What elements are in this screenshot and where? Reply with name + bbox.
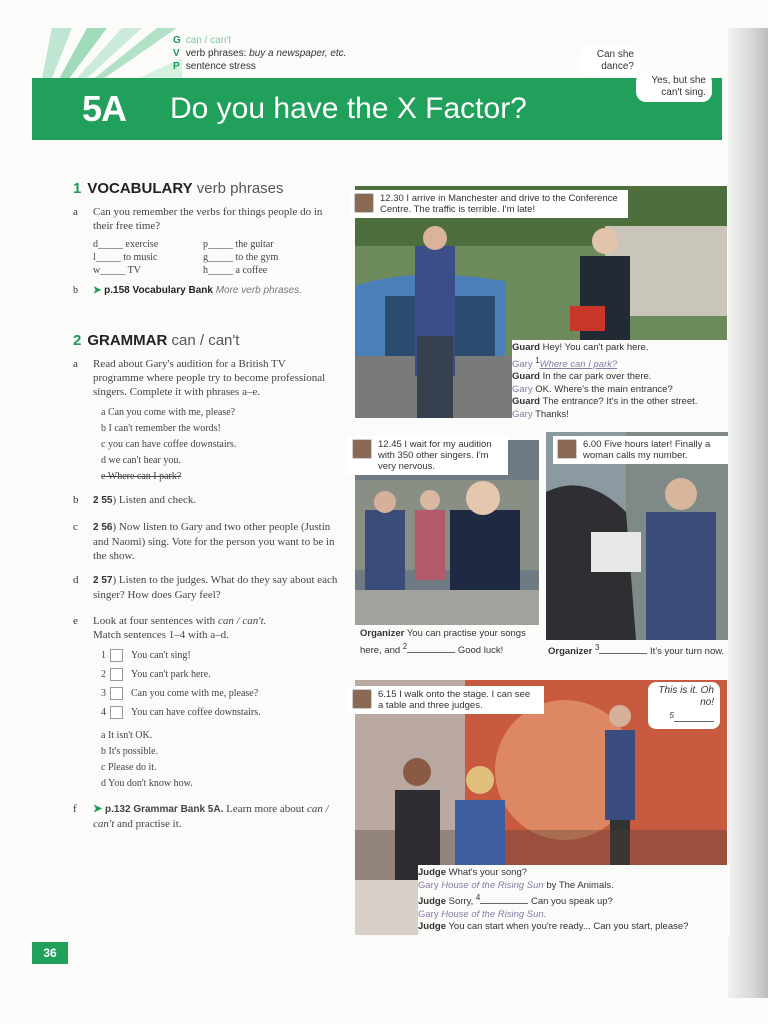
dialog-number-called: Organizer $^3$ It's your turn now. — [548, 642, 728, 659]
arrow-icon: ➤ — [93, 803, 103, 815]
dialog-waiting-room: Organizer You can practise your songs here, and $^2$ Good luck! — [360, 628, 526, 656]
gap-item[interactable]: w_____ TV — [93, 265, 141, 276]
match-row: 2 You can't park here. — [101, 669, 211, 680]
speech-bubble-answer: Yes, but she can't sing. — [636, 72, 712, 102]
match-row: 1 You can't sing! — [101, 650, 191, 661]
caption-615: 6.15 I walk onto the stage. I can see a table and three judges. — [348, 686, 544, 714]
answer-blank[interactable] — [480, 903, 528, 904]
answer-blank[interactable] — [599, 653, 647, 654]
vocabulary-bank-link[interactable]: p.158 Vocabulary Bank — [104, 285, 213, 296]
grammar-bank-link[interactable]: p.132 Grammar Bank 5A. — [104, 804, 224, 815]
exercise-1b: b ➤ p.158 Vocabulary Bank More verb phrases. — [73, 285, 302, 296]
audio-track-button[interactable]: 2 55 — [93, 495, 113, 506]
exercise-2e: e Look at four sentences with can / can't. Match sentences 1–4 with a–d. — [73, 615, 267, 641]
exercise-2b: b 2 55) Listen and check. — [73, 494, 197, 506]
answer-blank[interactable] — [674, 721, 714, 722]
gary-face-icon — [354, 193, 374, 213]
audio-track-button[interactable]: 2 56 — [93, 522, 113, 533]
dialog-stage: Judge What's your song? Gary House of the Rising Sun by The Animals. Judge Sorry, $^4$ Can you speak up? Gary House of the Rising Sun. Judge You can start when you're ready... Can you start, please? — [418, 865, 730, 936]
answer-box[interactable] — [110, 649, 123, 662]
gap-item[interactable]: d_____ exercise — [93, 239, 159, 250]
gap-item[interactable]: g_____ to the gym — [203, 252, 279, 263]
exercise-2a: a Read about Gary's audition for a British TV programme where people try to become professional singers. Complete it with phrases a–e. — [73, 358, 326, 398]
audio-icon: ) — [112, 521, 117, 533]
speech-bubble-stage: This is it. Oh no! $^5$ — [648, 682, 720, 729]
gary-face-icon — [352, 439, 372, 459]
exercise-1a: a Can you remember the verbs for things people do in their free time? — [73, 206, 323, 232]
lesson-number: 5A — [82, 88, 127, 129]
gap-item[interactable]: l_____ to music — [93, 252, 158, 263]
caption-1230: 12.30 I arrive in Manchester and drive to the Conference Centre. The traffic is terrible. I'm late! — [350, 190, 628, 218]
exercise-column — [73, 180, 338, 837]
answer-box[interactable] — [110, 668, 123, 681]
exercise-2d: d 2 57) Listen to the judges. What do they say about each singer? How does Gary feel? — [73, 574, 338, 601]
gary-face-icon — [352, 689, 372, 709]
answer-box[interactable] — [110, 687, 123, 700]
speech-bubble-question: Can she dance? — [580, 46, 640, 76]
match-row: 4 You can have coffee downstairs. — [101, 707, 261, 718]
gap-item[interactable]: h_____ a coffee — [203, 265, 268, 276]
exercise-2f: f ➤ p.132 Grammar Bank 5A. Learn more about can / can't and practise it. — [73, 803, 329, 830]
phrase-list: a Can you come with me, please? b I can't remember the words! c you can have coffee downstairs. d we can't hear you. e Where can I park? — [101, 407, 237, 482]
book-gutter — [728, 28, 768, 998]
answer-box[interactable] — [110, 706, 123, 719]
caption-600: 6.00 Five hours later! Finally a woman calls my number. — [553, 436, 728, 464]
gap-item[interactable]: p_____ the guitar — [203, 239, 274, 250]
match-sentences — [73, 646, 338, 722]
arrow-icon: ➤ — [93, 285, 102, 296]
caption-1245: 12.45 I wait for my audition with 350 other singers. I'm very nervous. — [348, 436, 508, 475]
audio-icon: ) — [112, 494, 117, 506]
audio-track-button[interactable]: 2 57 — [93, 575, 113, 586]
exercise-2c: c 2 56) Now listen to Gary and two other people (Justin and Naomi) sing. Vote for the person you want to be in the show. — [73, 521, 335, 562]
page-title: Do you have the X Factor? — [170, 92, 527, 125]
section-grammar-heading: 2 GRAMMAR can / can't — [73, 332, 240, 349]
meaning-list: a It isn't OK. b It's possible. c Please do it. d You don't know how. — [101, 730, 193, 789]
gary-face-icon — [557, 439, 577, 459]
page-number: 36 — [32, 942, 68, 964]
verb-gap-grid — [73, 239, 338, 276]
lesson-objectives: G can / can't V verb phrases: buy a newspaper, etc. P sentence stress — [173, 35, 347, 72]
audio-icon: ) — [112, 574, 117, 586]
answer-blank[interactable] — [407, 652, 455, 653]
match-row: 3 Can you come with me, please? — [101, 688, 259, 699]
dialog-car-park: Guard Hey! You can't park here. Gary $^1$Where can I park? Guard In the car park over there. Gary OK. Where's the main entrance? Guard The entrance? It's in the other street. Gary Thanks! — [512, 340, 728, 423]
section-vocabulary-heading: 1 VOCABULARY verb phrases — [73, 180, 284, 197]
